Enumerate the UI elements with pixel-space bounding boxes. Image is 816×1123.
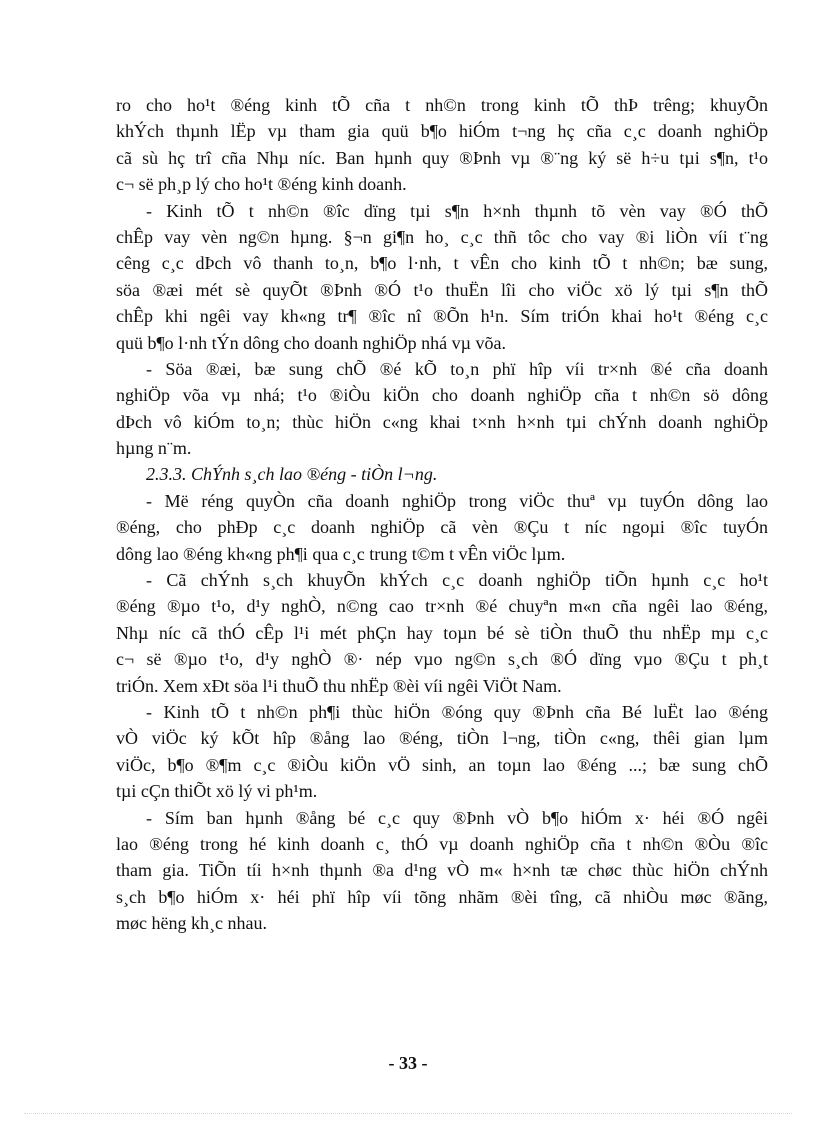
text-line: c¬ së ph¸p lý cho ho¹t ®éng kinh doanh.	[116, 174, 407, 195]
text-line: söa ®æi mét sè quyÕt ®Þnh ®Ó t¹o thuËn lîi cho viÖc xö lý tµi s¶n thÕ	[116, 279, 768, 300]
text-line: cêng c¸c dÞch vô thanh to¸n, b¶o l·nh, t vÊn cho kinh tÕ t nh©n; bæ sung,	[116, 253, 768, 274]
text-line: ro cho ho¹t ®éng kinh tÕ cña t nh©n trong kinh tÕ thÞ trêng; khuyÕn	[116, 95, 768, 115]
section-heading: 2.3.3. ChÝnh s¸ch lao ®éng - tiÒn l¬ng.	[146, 464, 438, 485]
text-line: - Më réng quyÒn cña doanh nghiÖp trong viÖc thuª vµ tuyÓn dông lao	[146, 490, 768, 511]
page-number: - 33 -	[388, 1053, 428, 1073]
text-line: quü b¶o l·nh tÝn dông cho doanh nghiÖp nhá vµ võa.	[116, 332, 506, 353]
text-line: Nhµ níc cã thÓ cÊp l¹i mét phÇn hay toµn bé sè tiÒn thuÕ thu nhËp mµ c¸c	[116, 622, 768, 643]
body-text	[116, 92, 768, 937]
text-line: s¸ch b¶o hiÓm x· héi phï hîp víi tõng nhãm ®èi tîng, cã nhiÒu møc ®ãng,	[116, 886, 768, 907]
text-line: triÓn. Xem xÐt söa l¹i thuÕ thu nhËp ®èi víi ngêi ViÖt Nam.	[116, 675, 562, 696]
text-line: cã sù hç trî cña Nhµ níc. Ban hµnh quy ®Þnh vµ ®¨ng ký së h÷u tµi s¶n, t¹o	[116, 147, 768, 168]
text-line: chÊp vay vèn ng©n hµng. §¬n gi¶n ho¸ c¸c thñ tôc cho vay ®i liÒn víi t¨ng	[116, 226, 768, 247]
text-line: - Cã chÝnh s¸ch khuyÕn khÝch c¸c doanh nghiÖp tiÕn hµnh c¸c ho¹t	[146, 570, 768, 591]
text-line: chÊp khi ngêi vay kh«ng tr¶ ®îc nî ®Õn h¹n. Sím triÓn khai ho¹t ®éng c¸c	[116, 306, 768, 327]
text-line: møc hëng kh¸c nhau.	[116, 913, 267, 934]
text-line: - Kinh tÕ t nh©n ®îc dïng tµi s¶n h×nh thµnh tõ vèn vay ®Ó thÕ	[146, 200, 768, 221]
text-line: tham gia. TiÕn tíi h×nh thµnh ®a d¹ng vÒ m« h×nh tæ chøc thùc hiÖn chÝnh	[116, 860, 768, 881]
text-line: dÞch vô kiÓm to¸n; thùc hiÖn c«ng khai t×nh h×nh tµi chÝnh doanh nghiÖp	[116, 411, 768, 432]
text-line: dông lao ®éng kh«ng ph¶i qua c¸c trung t©m t vÊn viÖc lµm.	[116, 543, 566, 564]
text-line: hµng n¨m.	[116, 438, 192, 459]
text-line: lao ®éng trong hé kinh doanh c¸ thÓ vµ doanh nghiÖp cña t nh©n ®Òu ®îc	[116, 833, 768, 854]
text-line: - Söa ®æi, bæ sung chÕ ®é kÕ to¸n phï hîp víi tr×nh ®é cña doanh	[146, 358, 768, 379]
text-line: tµi cÇn thiÕt xö lý vi ph¹m.	[116, 781, 318, 802]
text-line: ®éng, cho phÐp c¸c doanh nghiÖp cã vèn ®Çu t níc ngoµi ®îc tuyÓn	[116, 517, 768, 538]
text-line: viÖc, b¶o ®¶m c¸c ®iÒu kiÖn vÖ sinh, an toµn lao ®éng ...; bæ sung chÕ	[116, 754, 768, 775]
text-line: khÝch thµnh lËp vµ tham gia quü b¶o hiÓm t¬ng hç cña c¸c doanh nghiÖp	[116, 121, 768, 142]
text-line: - Kinh tÕ t nh©n ph¶i thùc hiÖn ®óng quy ®Þnh cña Bé luËt lao ®éng	[146, 701, 768, 722]
text-line: vÒ viÖc ký kÕt hîp ®ång lao ®éng, tiÒn l¬ng, tiÒn c«ng, thêi gian lµm	[116, 728, 768, 749]
text-line: nghiÖp võa vµ nhá; t¹o ®iÒu kiÖn cho doanh nghiÖp cña t nh©n sö dông	[116, 385, 768, 406]
text-line: ®éng ®µo t¹o, d¹y nghÒ, n©ng cao tr×nh ®é chuyªn m«n cña ngêi lao ®éng,	[116, 596, 768, 617]
page-bottom-divider	[24, 1113, 792, 1114]
text-line: c¬ së ®µo t¹o, d¹y nghÒ ®· nép vµo ng©n s¸ch ®Ó dïng vµo ®Çu t ph¸t	[116, 649, 768, 670]
text-line: - Sím ban hµnh ®ång bé c¸c quy ®Þnh vÒ b¶o hiÓm x· héi ®Ó ngêi	[146, 807, 768, 828]
